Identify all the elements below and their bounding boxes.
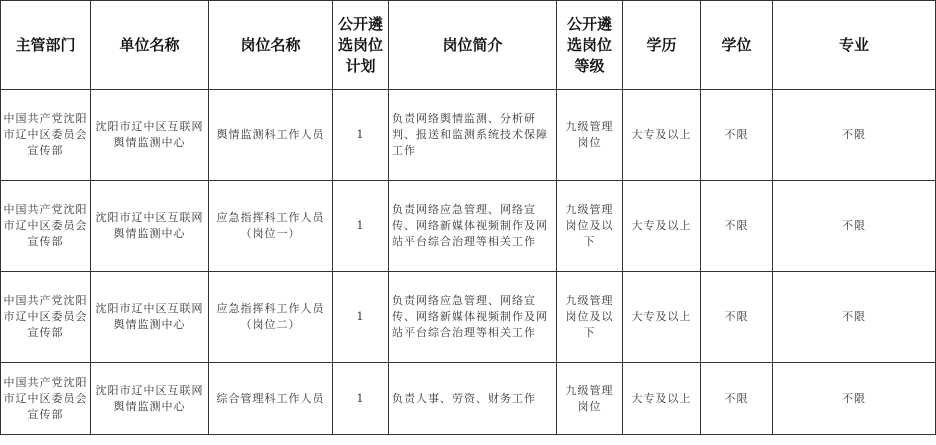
cell-level: 九级管理岗位及以下 [557, 272, 623, 363]
cell-degree: 不限 [701, 181, 773, 272]
cell-position: 舆情监测科工作人员 [209, 90, 333, 181]
cell-intro: 负责网络应急管理、网络宣传、网络新媒体视频制作及网站平台综合治理等相关工作 [389, 272, 557, 363]
cell-plan: 1 [333, 181, 389, 272]
cell-position: 综合管理科工作人员 [209, 363, 333, 435]
header-level: 公开遴选岗位等级 [557, 1, 623, 90]
cell-dept: 中国共产党沈阳市辽中区委员会宣传部 [1, 272, 91, 363]
cell-degree: 不限 [701, 363, 773, 435]
cell-intro: 负责人事、劳资、财务工作 [389, 363, 557, 435]
cell-unit: 沈阳市辽中区互联网舆情监测中心 [91, 90, 209, 181]
cell-education: 大专及以上 [623, 181, 701, 272]
header-major: 专业 [773, 1, 936, 90]
cell-dept: 中国共产党沈阳市辽中区委员会宣传部 [1, 181, 91, 272]
header-position: 岗位名称 [209, 1, 333, 90]
cell-plan: 1 [333, 272, 389, 363]
cell-level: 九级管理岗位 [557, 363, 623, 435]
cell-intro: 负责网络舆情监测、分析研判、报送和监测系统技术保障工作 [389, 90, 557, 181]
cell-intro: 负责网络应急管理、网络宣传、网络新媒体视频制作及网站平台综合治理等相关工作 [389, 181, 557, 272]
header-plan: 公开遴选岗位计划 [333, 1, 389, 90]
table-row [1, 181, 936, 272]
table-row [1, 363, 936, 435]
cell-level: 九级管理岗位及以下 [557, 181, 623, 272]
header-row [1, 1, 936, 90]
cell-major: 不限 [773, 363, 936, 435]
cell-unit: 沈阳市辽中区互联网舆情监测中心 [91, 181, 209, 272]
cell-plan: 1 [333, 363, 389, 435]
cell-unit: 沈阳市辽中区互联网舆情监测中心 [91, 363, 209, 435]
cell-degree: 不限 [701, 272, 773, 363]
cell-dept: 中国共产党沈阳市辽中区委员会宣传部 [1, 90, 91, 181]
header-degree: 学位 [701, 1, 773, 90]
header-intro: 岗位简介 [389, 1, 557, 90]
cell-dept: 中国共产党沈阳市辽中区委员会宣传部 [1, 363, 91, 435]
header-education: 学历 [623, 1, 701, 90]
cell-degree: 不限 [701, 90, 773, 181]
cell-level: 九级管理岗位 [557, 90, 623, 181]
header-dept: 主管部门 [1, 1, 91, 90]
cell-position: 应急指挥科工作人员（岗位二） [209, 272, 333, 363]
table-row [1, 272, 936, 363]
cell-major: 不限 [773, 90, 936, 181]
cell-education: 大专及以上 [623, 363, 701, 435]
cell-plan: 1 [333, 90, 389, 181]
table-row [1, 90, 936, 181]
header-unit: 单位名称 [91, 1, 209, 90]
cell-major: 不限 [773, 272, 936, 363]
cell-education: 大专及以上 [623, 90, 701, 181]
cell-position: 应急指挥科工作人员（岗位一） [209, 181, 333, 272]
cell-unit: 沈阳市辽中区互联网舆情监测中心 [91, 272, 209, 363]
cell-education: 大专及以上 [623, 272, 701, 363]
cell-major: 不限 [773, 181, 936, 272]
